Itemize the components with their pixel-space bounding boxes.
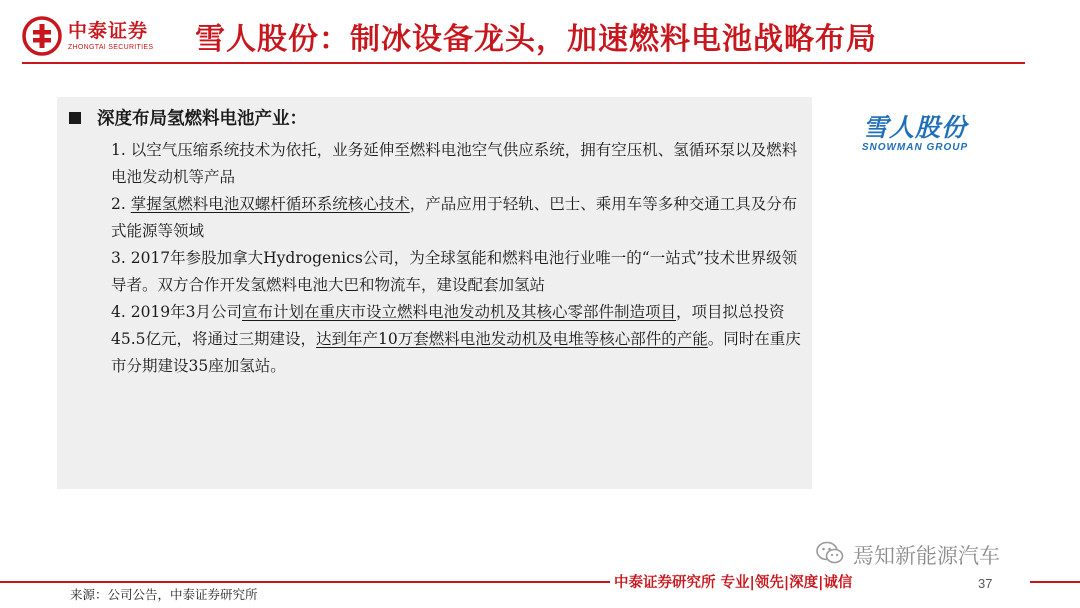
source-note: 来源：公司公告，中泰证券研究所 <box>70 587 258 602</box>
wechat-icon <box>815 540 845 570</box>
item-text-underlined: 宣布计划在重庆市设立燃料电池发动机及其核心零部件制造项目 <box>242 303 677 321</box>
section-heading-text: 深度布局氢燃料电池产业： <box>97 109 307 129</box>
item-text-underlined: 达到年产10万套燃料电池发动机及电堆等核心部件的产能 <box>316 330 708 348</box>
item-text: 2. <box>111 195 131 213</box>
item-text-underlined: 掌握氢燃料电池双螺杆循环系统核心技术 <box>130 195 410 213</box>
item-text: ，项目拟总投资45.5亿元，将通过三期建设， <box>111 303 785 348</box>
item-text: 。同时在重庆市分期建设35座加氢站。 <box>111 330 801 375</box>
footer-divider-left <box>0 581 610 583</box>
item-text: 1. 以空气压缩系统技术为依托，业务延伸至燃料电池空气供应系统，拥有空压机、氢循环泵以及燃料电池发动机等产品 <box>111 141 798 186</box>
header-divider <box>22 62 1025 64</box>
page-title: 雪人股份：制冰设备龙头，加速燃料电池战略布局 <box>195 22 877 57</box>
watermark-text: 焉知新能源汽车 <box>853 544 1000 568</box>
item-text: ，产品应用于轻轨、巴士、乘用车等多种交通工具及分布式能源等领域 <box>111 195 798 240</box>
square-bullet-icon <box>69 112 81 124</box>
logo-name-cn: 中泰证券 <box>68 19 149 42</box>
section-heading <box>69 105 307 130</box>
list-item <box>111 245 801 299</box>
page-number: 37 <box>978 576 993 591</box>
zhongtai-logo <box>22 16 153 56</box>
content-panel <box>57 97 812 489</box>
watermark <box>815 540 1000 570</box>
zhongtai-logo-icon <box>22 16 62 56</box>
list-item <box>111 137 801 191</box>
snowman-logo <box>850 108 980 153</box>
list-item <box>111 191 801 245</box>
footer-slogan: 中泰证券研究所 专业|领先|深度|诚信 <box>614 575 853 591</box>
footer-divider-right <box>1030 581 1080 583</box>
snowman-logo-en: SNOWMAN GROUP <box>861 142 969 153</box>
item-text: 3. 2017年参股加拿大Hydrogenics公司，为全球氢能和燃料电池行业唯一的“一站式”技术世界级领导者。双方合作开发氢燃料电池大巴和物流车，建设配套加氢站 <box>111 249 798 294</box>
item-text: 4. 2019年3月公司 <box>111 303 243 321</box>
snowman-logo-cn: 雪人股份 <box>862 113 967 142</box>
list-item <box>111 299 801 380</box>
item-list <box>111 137 801 380</box>
logo-name-en: ZHONGTAI SECURITIES <box>68 43 154 51</box>
